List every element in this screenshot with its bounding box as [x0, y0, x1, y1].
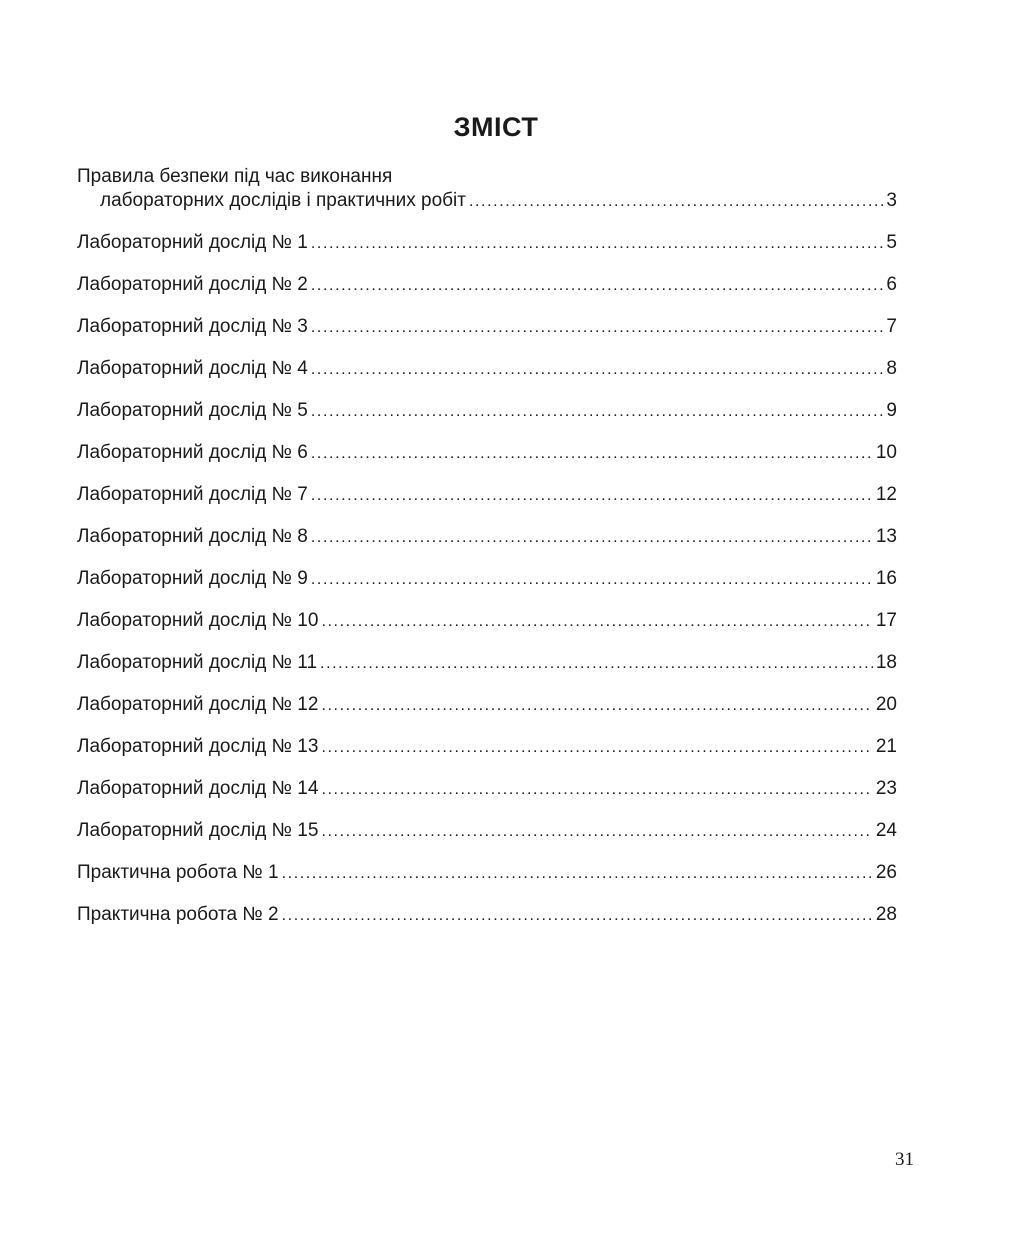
- toc-entry-page: 13: [875, 526, 897, 547]
- dot-leader: [321, 736, 872, 760]
- toc-entry[interactable]: [77, 693, 897, 718]
- dot-leader: [311, 274, 884, 298]
- page-number: 31: [895, 1149, 914, 1170]
- toc-entry-label: Лабораторний дослід № 5: [77, 400, 308, 421]
- toc-entry[interactable]: [77, 819, 897, 844]
- toc-entry-page: 23: [875, 778, 897, 799]
- toc-entry[interactable]: [77, 903, 897, 928]
- toc-entry-label: Практична робота № 2: [77, 904, 279, 925]
- toc-entry-page: 9: [886, 400, 897, 421]
- toc-entry[interactable]: [77, 273, 897, 298]
- toc-entry-page: 8: [886, 358, 897, 379]
- toc-entry[interactable]: [77, 231, 897, 256]
- toc-entry-label: Лабораторний дослід № 7: [77, 484, 308, 505]
- toc-entry-page: 26: [875, 862, 897, 883]
- dot-leader: [321, 610, 872, 634]
- toc-entry-page: 16: [875, 568, 897, 589]
- toc-entry-page: 17: [875, 610, 897, 631]
- toc-entry-page: 21: [875, 736, 897, 757]
- toc-entry-label: Лабораторний дослід № 10: [77, 610, 319, 631]
- toc-entry-label: Лабораторний дослід № 8: [77, 526, 308, 547]
- dot-leader: [311, 400, 884, 424]
- toc-entry-page: 7: [886, 316, 897, 337]
- dot-leader: [321, 778, 872, 802]
- dot-leader: [311, 526, 873, 550]
- toc-entry-page: 20: [875, 694, 897, 715]
- toc-entry[interactable]: [77, 483, 897, 508]
- toc-entry[interactable]: [77, 315, 897, 340]
- toc-entry-label: Лабораторний дослід № 1: [77, 232, 308, 253]
- toc-entry-label-line1: Правила безпеки під час виконання: [77, 166, 393, 187]
- toc-entry[interactable]: [77, 525, 897, 550]
- dot-leader: [282, 904, 873, 928]
- toc-entry-page: 12: [875, 484, 897, 505]
- toc-entry[interactable]: [77, 567, 897, 592]
- toc-entry-label: Лабораторний дослід № 15: [77, 820, 319, 841]
- toc-entry-page: 10: [875, 442, 897, 463]
- toc-entry-label: Лабораторний дослід № 3: [77, 316, 308, 337]
- toc-entry-safety-rules[interactable]: [77, 165, 897, 214]
- dot-leader: [311, 568, 873, 592]
- toc-entry-page: 28: [875, 904, 897, 925]
- toc-entry[interactable]: [77, 441, 897, 466]
- dot-leader: [311, 232, 884, 256]
- toc-entry-page: 6: [886, 274, 897, 295]
- toc-entry-label: Практична робота № 1: [77, 862, 279, 883]
- toc-entry-page: 18: [875, 652, 897, 673]
- toc-entry-label: Лабораторний дослід № 2: [77, 274, 308, 295]
- toc-entry-label: Лабораторний дослід № 11: [77, 652, 318, 673]
- toc-entry-label: Лабораторний дослід № 13: [77, 736, 319, 757]
- toc-entry-label: Лабораторний дослід № 12: [77, 694, 319, 715]
- dot-leader: [321, 694, 872, 718]
- toc-entry-label: Лабораторний дослід № 4: [77, 358, 308, 379]
- toc-entry-page: 3: [886, 190, 897, 211]
- dot-leader: [320, 652, 873, 676]
- toc-entry-page: 24: [875, 820, 897, 841]
- toc-entry[interactable]: [77, 861, 897, 886]
- toc-entry-label: лабораторних дослідів і практичних робіт: [100, 190, 466, 211]
- page-title: ЗМІСТ: [453, 112, 539, 142]
- toc-entry[interactable]: [77, 609, 897, 634]
- dot-leader: [469, 190, 883, 214]
- toc-entry-label: Лабораторний дослід № 6: [77, 442, 308, 463]
- dot-leader: [311, 442, 873, 466]
- toc-entry[interactable]: [77, 399, 897, 424]
- dot-leader: [282, 862, 873, 886]
- dot-leader: [311, 358, 884, 382]
- toc-entry-label: Лабораторний дослід № 9: [77, 568, 308, 589]
- toc-entry[interactable]: [77, 777, 897, 802]
- toc-entry[interactable]: [77, 651, 897, 676]
- table-of-contents: [77, 165, 897, 928]
- dot-leader: [311, 316, 884, 340]
- toc-entry[interactable]: [77, 735, 897, 760]
- toc-entry[interactable]: [77, 357, 897, 382]
- dot-leader: [311, 484, 873, 508]
- dot-leader: [321, 820, 872, 844]
- toc-entry-label: Лабораторний дослід № 14: [77, 778, 319, 799]
- toc-entry-page: 5: [886, 232, 897, 253]
